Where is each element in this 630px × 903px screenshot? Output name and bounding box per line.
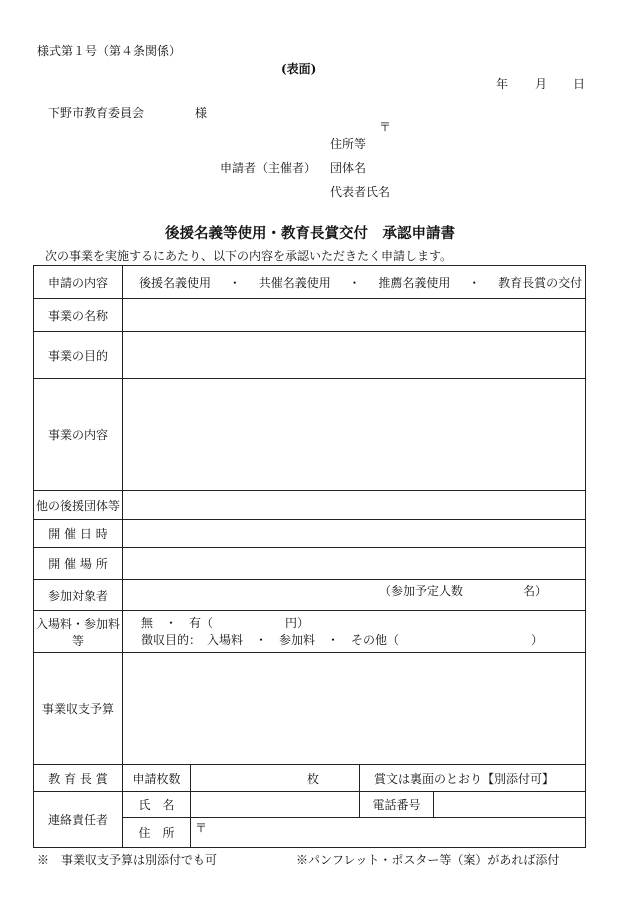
fee-presence: 無 ・ 有（ 円） [141, 615, 310, 630]
participants-field[interactable] [123, 580, 586, 611]
row-event-place [34, 548, 586, 580]
honorific: 様 [195, 106, 208, 120]
event-place-field[interactable] [123, 548, 586, 580]
award-count-field[interactable] [191, 765, 360, 792]
row-event-name [34, 299, 586, 332]
row-request-type [34, 266, 586, 299]
representative-label: 代表者氏名 [330, 185, 391, 199]
row-event-content [34, 379, 586, 491]
contact-postal-mark: 〒 [195, 821, 208, 835]
row-award [34, 765, 586, 792]
row-event-purpose [34, 332, 586, 379]
document-title: 後援名義等使用・教育長賞交付 承認申請書 [165, 225, 455, 242]
intro-text: 次の事業を実施するにあたり、以下の内容を承認いただきたく申請します。 [45, 249, 453, 263]
row-event-date [34, 520, 586, 548]
award-note: 賞文は裏面のとおり【別添付可】 [360, 765, 586, 792]
other-supporters-field[interactable] [123, 491, 586, 520]
contact-address-label: 住 所 [123, 818, 191, 848]
expected-count: （参加予定人数 名） [379, 584, 548, 598]
contact-address-field[interactable] [191, 818, 586, 848]
other-supporters-label: 他の後援団体等 [34, 491, 123, 520]
event-content-label: 事業の内容 [34, 379, 123, 491]
application-table [33, 265, 586, 848]
request-type-options [123, 266, 586, 299]
event-name-label: 事業の名称 [34, 299, 123, 332]
form-number: 様式第１号（第４条関係） [37, 44, 182, 58]
contact-name-label: 氏 名 [123, 792, 191, 818]
postal-mark: 〒 [379, 120, 392, 134]
option-separator: ・ [228, 275, 241, 290]
applicant-label: 申請者（主催者） [220, 161, 317, 175]
date-month-label: 月 [535, 77, 548, 91]
participants-label: 参加対象者 [34, 580, 123, 611]
option-separator: ・ [468, 275, 481, 290]
event-place-label: 開 催 場 所 [34, 548, 123, 580]
option-cosponsor-name[interactable]: 共催名義使用 [258, 275, 331, 290]
contact-name-field[interactable] [191, 792, 360, 818]
budget-label: 事業収支予算 [34, 653, 123, 765]
fee-purpose: 徴収目的： 入場料 ・ 参加料 ・ その他（ ） [141, 632, 544, 647]
event-purpose-field[interactable] [123, 332, 586, 379]
row-budget [34, 653, 586, 765]
event-purpose-label: 事業の目的 [34, 332, 123, 379]
fee-label: 入場料・参加料等 [34, 611, 123, 653]
row-other-supporters [34, 491, 586, 520]
date-day-label: 日 [573, 77, 586, 91]
event-name-field[interactable] [123, 299, 586, 332]
request-type-label: 申請の内容 [34, 266, 123, 299]
row-contact-name [34, 792, 586, 818]
address-label: 住所等 [330, 137, 367, 151]
award-label: 教 育 長 賞 [34, 765, 123, 792]
option-support-name[interactable]: 後援名義使用 [139, 275, 212, 290]
award-count-label: 申請枚数 [123, 765, 191, 792]
row-participants [34, 580, 586, 611]
event-content-field[interactable] [123, 379, 586, 491]
event-date-field[interactable] [123, 520, 586, 548]
addressee: 下野市教育委員会 [48, 106, 145, 120]
award-count-unit: 枚 [306, 771, 319, 786]
side-label: (表面) [281, 62, 317, 76]
contact-label: 連絡責任者 [34, 792, 123, 848]
option-separator: ・ [348, 275, 361, 290]
contact-phone-label: 電話番号 [360, 792, 434, 818]
event-date-label: 開 催 日 時 [34, 520, 123, 548]
footnote-pamphlet: ※パンフレット・ポスター等（案）があれば添付 [296, 853, 560, 867]
footnote-budget: ※ 事業収支予算は別添付でも可 [37, 853, 218, 867]
org-label: 団体名 [330, 161, 367, 175]
option-recommend-name[interactable]: 推薦名義使用 [378, 275, 451, 290]
contact-phone-field[interactable] [434, 792, 586, 818]
row-fee [34, 611, 586, 653]
budget-field[interactable] [123, 653, 586, 765]
fee-field[interactable] [123, 611, 586, 653]
option-superintendent-award[interactable]: 教育長賞の交付 [498, 275, 583, 290]
date-year-label: 年 [496, 77, 509, 91]
